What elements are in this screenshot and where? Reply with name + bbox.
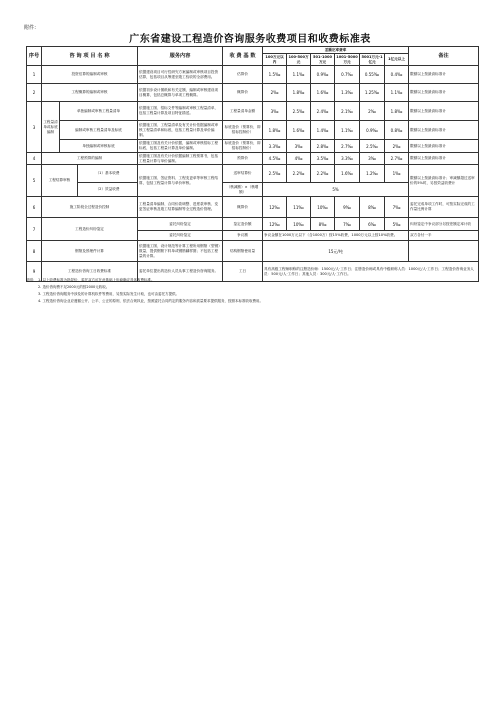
rate-cell: 2.4‰ (311, 102, 335, 121)
rate-cell: 2.5‰ (263, 165, 287, 183)
rate-cell: 1.6‰ (335, 165, 360, 183)
remark-cell: 委托完成单项工作时，可按实际完成的工作量比例计算 (409, 197, 479, 218)
remark-cell (409, 241, 479, 262)
rate-cell: 1.8‰ (263, 121, 287, 140)
rate-cell: 4.5‰ (263, 153, 287, 165)
rate-cell: 8‰ (360, 197, 385, 218)
item-name: 施工阶段全过程造价控制 (42, 197, 138, 218)
fee-base: 工程量清单金额 (223, 102, 263, 121)
rate-cell: 3.3‰ (335, 153, 360, 165)
row-index: 7 (27, 218, 42, 241)
rate-cell: 5‰ (385, 218, 409, 231)
service-content: 依据初步设计图纸和有关定额，编制或审核建设项目概算，包括总概算与单项工程概算。 (138, 84, 223, 102)
note-text: 3. 工程造价咨询服务中涉及的计算机软件等费用，另按实际发生计取，也可由委托方提供。 (38, 292, 179, 296)
row-index: 8 (27, 241, 42, 262)
header-band: 5001万元-1亿元 (361, 54, 383, 64)
table-row (27, 153, 479, 165)
page-title: 广东省建设工程造价咨询服务收费项目和收费标准表 (129, 34, 371, 45)
header-rate-group: 差额定率费率 (263, 47, 409, 54)
fee-base: 鉴定造价额 (223, 218, 263, 231)
remark-cell: 限额以上按最高标准计 (409, 84, 479, 102)
rate-cell: 1‰ (385, 165, 409, 183)
rate-cell: 11‰ (287, 197, 311, 218)
service-content: 依据建设项目可行性研究方案编制或审核项目投资估算，包括项目从筹建至竣工验收的全部费用。 (138, 66, 223, 84)
fee-base: 标底造价（预算价，即招标控制价） (223, 140, 263, 153)
note-line (26, 291, 478, 298)
header-remark: 备注 (409, 47, 479, 66)
rate-cell: 1.8‰ (385, 102, 409, 121)
rate-cell: 9‰ (335, 197, 360, 218)
rate-cell: 1.1‰ (335, 121, 360, 140)
fee-base: 送审结算价 (223, 165, 263, 183)
rate-cell: 3‰ (263, 102, 287, 121)
fee-base: 预算价 (223, 153, 263, 165)
fee-base: （核减额）×（核增额） (223, 183, 263, 197)
remark-cell: 纠纷鉴定中争议部分另按差额定率计收 (409, 218, 479, 231)
fee-base: 标底造价（预算价，即招标控制价） (223, 121, 263, 140)
header-base: 收 费 基 数 (223, 47, 263, 66)
sub-item-name: 单独编制或审核工程量清单 (60, 102, 138, 121)
rate-cell: 7‰ (335, 218, 360, 231)
table-row (27, 84, 479, 102)
rate-cell: 12‰ (263, 197, 287, 218)
rate-cell: 12‰ (263, 218, 287, 231)
item-name: 工程造价纠纷鉴定 (42, 218, 138, 241)
fee-base: 概算价 (223, 84, 263, 102)
table-row (27, 102, 479, 121)
rate-cell: 2.2‰ (287, 165, 311, 183)
note-text: 2. 造价咨询费不足2000元的按2000元收取。 (38, 285, 110, 289)
rate-cell: 1.5‰ (263, 66, 287, 84)
notes-section (26, 277, 478, 305)
item-name: 工程造价咨询工日收费标准 (42, 262, 138, 282)
rate-cell: 2.5‰ (287, 102, 311, 121)
table-row (27, 121, 479, 140)
item-name: 钢筋及预埋件计算 (42, 241, 138, 262)
rate-cell: 1.2‰ (360, 165, 385, 183)
rate-cell: 1.1‰ (385, 84, 409, 102)
rate-cell: 1.6‰ (287, 121, 311, 140)
rate-cell: 8‰ (311, 218, 335, 231)
remark-cell: 双方各付一半 (409, 231, 479, 241)
fee-schedule-table (26, 46, 479, 282)
rate-cell: 0.9‰ (360, 121, 385, 140)
remark-cell: 限额以上按最高标准计；审减额超过送审价的5%时，另按效益收费计 (409, 165, 479, 197)
rate-cell: 1.8‰ (287, 84, 311, 102)
remark-cell: 限额以上按最高标准计 (409, 140, 479, 153)
rate-cell: 15元/吨 (263, 241, 409, 262)
rate-cell: 2.7‰ (385, 153, 409, 165)
fee-base: 争议额 (223, 231, 263, 241)
rate-cell: 5% (263, 183, 409, 197)
header-band: 100-500万元 (288, 54, 309, 64)
rate-cell: 1.3‰ (335, 84, 360, 102)
item-group-name: 工程量清单或标底编制 (42, 102, 60, 153)
row-index: 6 (27, 197, 42, 218)
row-index: 9 (27, 262, 42, 282)
rate-cell: 0.9‰ (311, 66, 335, 84)
table-row (27, 197, 479, 218)
note-line (26, 298, 478, 305)
rate-cell: 10‰ (287, 218, 311, 231)
rate-text-cell: 争议金额在1000万元以下（含1000万）按15%收费，1000万元以上按10%收费。 (263, 231, 409, 241)
fee-base: 概算价 (223, 197, 263, 218)
rate-text-cell: 具有高级工程师职称的注册造价师：1500元/人·工作日；注册造价师或具有中级职称人员：1000元/人·工作日；工程造价咨询业务人员：500元/人·工作日；其他人员：300元/人·工作日。 (263, 262, 479, 282)
table-row (27, 218, 479, 231)
rate-cell: 4‰ (287, 153, 311, 165)
rate-cell: 2‰ (360, 102, 385, 121)
rate-cell: 1.1‰ (287, 66, 311, 84)
table-row (27, 241, 479, 262)
notes-lead: 说明： (26, 278, 37, 282)
item-name: 工程结算审核 (42, 165, 78, 197)
table-row (27, 66, 479, 84)
row-index: 2 (27, 84, 42, 102)
note-line (26, 277, 478, 284)
remark-cell: 限额以上按最高标准计 (409, 153, 479, 165)
remark-cell: 限额以上按最高标准计 (409, 121, 479, 140)
note-text: 4. 工程造价咨询企业应遵循公开、公平、公正的原则，依法合规执业，按照委托合同约定的服务内容和质量要求提供服务，按照本标准收取费用。 (38, 299, 263, 303)
rate-cell: 10‰ (311, 197, 335, 218)
row-index: 1 (27, 66, 42, 84)
table-row (27, 140, 479, 153)
header-item: 咨 询 项 目 名 称 (42, 47, 138, 66)
rate-cell: 2.1‰ (335, 102, 360, 121)
service-content: 依据施工图及有关计价依据，编制或审核招标工程标底，包括工程量计算及单价编制。 (138, 140, 223, 153)
rate-cell: 0.8‰ (385, 121, 409, 140)
row-index: 3 (27, 102, 42, 153)
fee-base: 估算价 (223, 66, 263, 84)
row-index: 5 (27, 165, 42, 197)
table-row (27, 165, 479, 183)
service-content: 依据施工图、签证资料、工程变更单等审核工程结算，包括工程量计算与单价审核。 (138, 165, 223, 197)
rate-cell: 2.5‰ (360, 140, 385, 153)
attachment-label: 附件： (24, 25, 40, 31)
rate-cell: 2.8‰ (311, 140, 335, 153)
service-content: 依据施工图、设计规范等计算工程所用钢筋（型钢）数量，提供钢筋下料单或钢筋翻样图；不包括工程量的计算。 (138, 241, 223, 262)
service-content: 依据施工图、招标文件等编制或审核工程量清单，包括工程量计算及项目特征描述。 (138, 102, 223, 121)
note-text: 1. 以上收费标准为指导价，委托双方可在此基础上协商确定具体收费标准。 (38, 278, 155, 282)
header-band: 1001-5000万元 (336, 54, 358, 64)
sub-item-name: 委托纠纷鉴定 (138, 218, 223, 231)
sub-item-name: （2）效益收费 (78, 183, 138, 197)
item-name: 工程概算的编制或审核 (42, 84, 138, 102)
header-content: 服务内容 (138, 47, 223, 66)
fee-base: 结构钢筋使用量 (223, 241, 263, 262)
sub-item-name: （1）基本收费 (78, 165, 138, 183)
sub-item-name: 编制或审核工程量清单及标底 (60, 121, 138, 140)
rate-cell: 3‰ (360, 153, 385, 165)
rate-cell: 1.6‰ (311, 84, 335, 102)
rate-cell: 2.7‰ (335, 140, 360, 153)
sub-item-name: 委托纠纷鉴定 (138, 231, 223, 241)
rate-cell: 3.3‰ (263, 140, 287, 153)
remark-cell: 限额以上按最高标准计 (409, 66, 479, 84)
header-index: 序号 (27, 47, 42, 66)
rate-cell: 0.7‰ (335, 66, 360, 84)
row-index: 4 (27, 153, 42, 165)
service-content: 依据施工图及有关计价依据编制工程预算书，包括工程量计算与单价编制。 (138, 153, 223, 165)
item-name: 投资估算的编制或审核 (42, 66, 138, 84)
header-band: 100万元以内 (263, 54, 287, 66)
note-line (26, 284, 478, 291)
remark-cell: 限额以上按最高标准计 (409, 102, 479, 121)
rate-cell: 2‰ (263, 84, 287, 102)
rate-cell: 3‰ (287, 140, 311, 153)
rate-cell: 2.2‰ (311, 165, 335, 183)
rate-cell: 6‰ (360, 218, 385, 231)
item-name: 工程预算的编制 (42, 153, 138, 165)
fee-base: 工日 (223, 262, 263, 282)
rate-cell: 1.25‰ (360, 84, 385, 102)
sub-item-name: 单独编制或审核标底 (60, 140, 138, 153)
header-band: 1亿元以上 (385, 54, 409, 66)
service-content: 工程量清单编制、合同价款调整、进度款审核、变更签证审核及竣工结算编制等全过程造价管理。 (138, 197, 223, 218)
rate-cell: 3.5‰ (311, 153, 335, 165)
rate-cell: 0.4‰ (385, 66, 409, 84)
rate-cell: 1.4‰ (311, 121, 335, 140)
service-content: 委托单位提出的造价人员从事工程造价咨询服务。 (138, 262, 223, 282)
rate-cell: 7‰ (385, 197, 409, 218)
service-content: 依据施工图、工程量清单及有关计价依据编制或审核工程量清单和标底，包括工程量计算及单价编制。 (138, 121, 223, 140)
rate-cell: 2‰ (385, 140, 409, 153)
header-band: 501-1000万元 (311, 54, 335, 66)
rate-cell: 0.55‰ (360, 66, 385, 84)
